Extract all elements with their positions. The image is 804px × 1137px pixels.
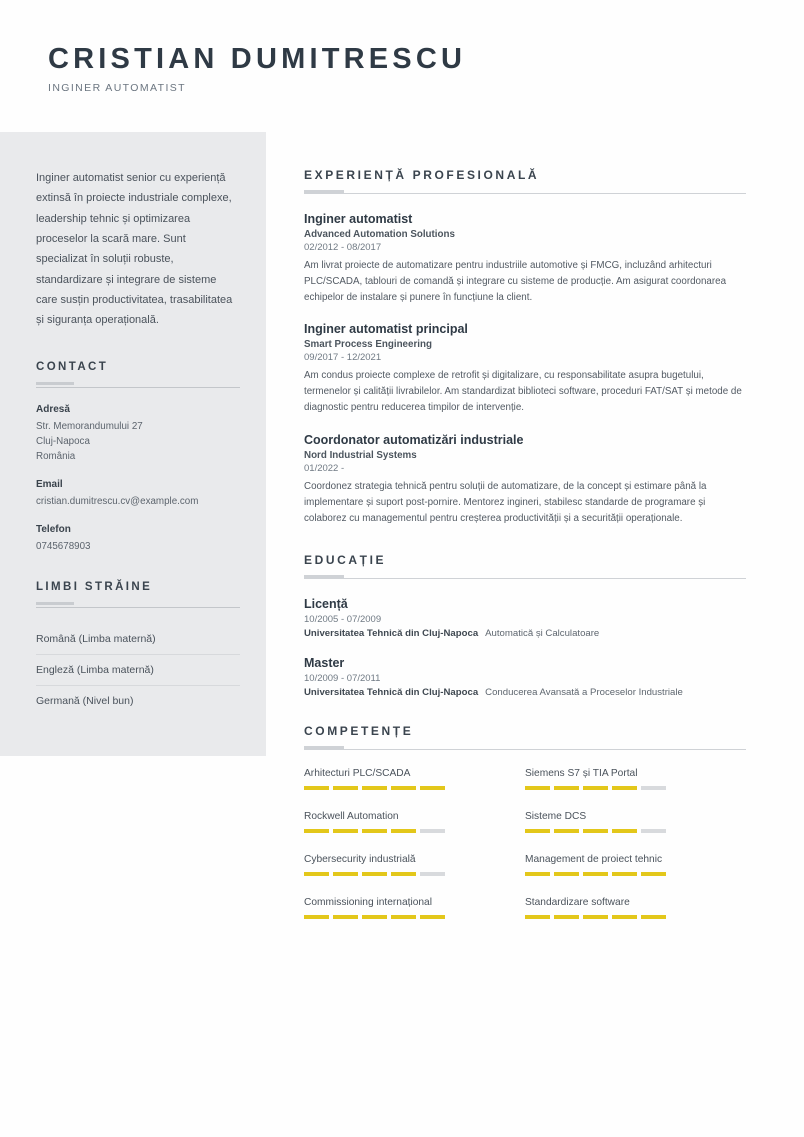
skill-level-segment	[525, 829, 550, 833]
experience-heading: EXPERIENȚĂ PROFESIONALĂ	[304, 167, 540, 182]
contact-block	[36, 404, 240, 465]
skill-level-segment	[583, 786, 608, 790]
skill-level-bar	[525, 872, 722, 876]
skill-level-segment	[420, 872, 445, 876]
skill-level-segment	[333, 829, 358, 833]
contact-value: Str. Memorandumului 27 Cluj-Napoca România	[36, 420, 143, 462]
skill-level-segment	[554, 829, 579, 833]
experience-employer: Smart Process Engineering	[304, 339, 432, 351]
contact-block	[36, 479, 240, 509]
skill-level-segment	[391, 786, 416, 790]
skill-item	[304, 854, 525, 876]
skills-grid	[304, 768, 746, 940]
education-institution-line	[304, 628, 746, 639]
education-entry	[304, 656, 746, 698]
skill-level-segment	[420, 915, 445, 919]
education-entry	[304, 597, 746, 639]
skill-level-bar	[304, 786, 501, 790]
skill-item	[304, 897, 525, 919]
skill-level-segment	[554, 915, 579, 919]
skill-level-segment	[525, 872, 550, 876]
experience-dates: 09/2017 - 12/2021	[304, 352, 382, 364]
education-section	[304, 553, 746, 698]
skill-level-segment	[362, 829, 387, 833]
skill-level-bar	[525, 915, 722, 919]
education-heading: EDUCAȚIE	[304, 552, 387, 567]
education-university: Universitatea Tehnică din Cluj-Napoca	[304, 627, 479, 639]
skill-level-segment	[641, 829, 666, 833]
skill-level-segment	[333, 872, 358, 876]
skill-level-segment	[641, 786, 666, 790]
experience-entry	[304, 212, 746, 306]
experience-dates: 01/2022 -	[304, 463, 345, 475]
education-degree: Licență	[304, 596, 348, 611]
skill-level-segment	[583, 872, 608, 876]
skill-level-segment	[612, 915, 637, 919]
skills-section	[304, 724, 746, 940]
experience-description: Am condus proiecte complexe de retrofit și digitalizare, cu responsabilitate asupra bugetului, termenelor și calității livrabilelor. Am standardizat biblioteci software, proceduri FAT/SAT și metode de diagnostic pentru reducerea timpilor de intervenție.	[304, 370, 742, 414]
skill-name: Commissioning internațional	[304, 896, 432, 908]
skill-name: Sisteme DCS	[525, 810, 587, 822]
skill-level-bar	[525, 829, 722, 833]
skill-name: Standardizare software	[525, 896, 630, 908]
candidate-job-title: INGINER AUTOMATIST	[48, 81, 186, 94]
skills-divider	[304, 746, 746, 750]
contact-label: Adresă	[36, 403, 70, 415]
education-dates: 10/2005 - 07/2009	[304, 613, 382, 625]
experience-title: Coordonator automatizări industriale	[304, 433, 524, 448]
candidate-name: CRISTIAN DUMITRESCU	[48, 43, 467, 75]
skill-level-segment	[612, 829, 637, 833]
skill-level-segment	[304, 786, 329, 790]
language-item: Germană (Nivel bun)	[36, 694, 134, 707]
skill-level-segment	[333, 915, 358, 919]
languages-divider	[36, 602, 240, 608]
skill-level-bar	[304, 829, 501, 833]
experience-employer: Advanced Automation Solutions	[304, 228, 455, 240]
skill-level-segment	[362, 786, 387, 790]
skill-level-segment	[391, 829, 416, 833]
education-university: Universitatea Tehnică din Cluj-Napoca	[304, 686, 479, 698]
education-institution-line	[304, 687, 746, 698]
language-item: Engleză (Limba maternă)	[36, 655, 240, 686]
skill-name: Arhitecturi PLC/SCADA	[304, 767, 411, 779]
contact-value: 0745678903	[36, 541, 91, 553]
language-list	[36, 624, 240, 716]
skill-level-segment	[612, 786, 637, 790]
profile-summary: Inginer automatist senior cu experiență extinsă în proiecte industriale complexe, leadership tehnic și optimizarea proceselor la scară mare. Sunt specializat în soluții robuste, standardizare și integrare de sisteme care susțin productivitatea, trasabilitatea și siguranța operațională.	[36, 171, 233, 327]
experience-description: Coordonez strategia tehnică pentru soluții de automatizare, de la concept și estimare până la implementare și suport post-pornire. Mentorez ingineri, stabilesc standarde de programare și colaborez cu managementul pentru creșterea productivității și a securității operaționale.	[304, 481, 707, 524]
skill-name: Rockwell Automation	[304, 810, 399, 822]
contact-heading: CONTACT	[36, 360, 109, 373]
skill-item	[525, 811, 746, 833]
experience-description: Am livrat proiecte de automatizare pentru industriile automotive și FMCG, incluzând arhitecturi PLC/SCADA, tablouri de comandă și integrare cu sisteme de producție. Am asigurat coordonarea echipelor de instalare și punere în funcțiune la client.	[304, 259, 727, 303]
skill-level-segment	[391, 872, 416, 876]
education-field: Automatică și Calculatoare	[485, 627, 600, 639]
experience-dates: 02/2012 - 08/2017	[304, 241, 382, 253]
education-field: Conducerea Avansată a Proceselor Industriale	[485, 686, 683, 698]
experience-entry	[304, 433, 746, 527]
skill-name: Siemens S7 și TIA Portal	[525, 767, 638, 779]
skill-level-segment	[641, 872, 666, 876]
skill-level-segment	[391, 915, 416, 919]
skill-item	[525, 768, 746, 790]
experience-section	[304, 168, 746, 527]
skills-heading: COMPETENȚE	[304, 723, 414, 738]
contact-label: Email	[36, 479, 63, 491]
skill-item	[304, 811, 525, 833]
skill-level-segment	[612, 872, 637, 876]
contact-block	[36, 524, 240, 554]
contact-list	[36, 404, 240, 555]
skill-level-segment	[554, 872, 579, 876]
skill-item	[304, 768, 525, 790]
skill-level-segment	[333, 786, 358, 790]
experience-divider	[304, 190, 746, 194]
skill-level-segment	[583, 915, 608, 919]
skill-level-segment	[362, 915, 387, 919]
education-list	[304, 597, 746, 698]
contact-label: Telefon	[36, 524, 71, 536]
experience-title: Inginer automatist principal	[304, 322, 468, 337]
skill-name: Cybersecurity industrială	[304, 853, 416, 865]
language-item: Română (Limba maternă)	[36, 624, 240, 655]
contact-value: cristian.dumitrescu.cv@example.com	[36, 496, 199, 508]
languages-heading: LIMBI STRĂINE	[36, 580, 153, 593]
experience-title: Inginer automatist	[304, 211, 413, 226]
experience-employer: Nord Industrial Systems	[304, 450, 417, 462]
education-degree: Master	[304, 655, 345, 670]
experience-entry	[304, 322, 746, 416]
skill-level-segment	[420, 786, 445, 790]
resume-header	[0, 0, 804, 94]
skill-level-segment	[583, 829, 608, 833]
skill-level-segment	[362, 872, 387, 876]
skill-item	[525, 897, 746, 919]
main-column	[266, 132, 804, 966]
education-divider	[304, 575, 746, 579]
skill-level-segment	[420, 829, 445, 833]
skill-item	[525, 854, 746, 876]
sidebar	[0, 132, 266, 756]
skill-name: Management de proiect tehnic	[525, 853, 663, 865]
skill-level-segment	[525, 915, 550, 919]
skill-level-bar	[304, 872, 501, 876]
skill-level-bar	[304, 915, 501, 919]
skill-level-segment	[525, 786, 550, 790]
skill-level-segment	[304, 915, 329, 919]
skill-level-segment	[304, 829, 329, 833]
skill-level-bar	[525, 786, 722, 790]
resume-body	[0, 132, 804, 966]
education-dates: 10/2009 - 07/2011	[304, 672, 381, 684]
skill-level-segment	[554, 786, 579, 790]
contact-divider	[36, 382, 240, 388]
skill-level-segment	[304, 872, 329, 876]
skill-level-segment	[641, 915, 666, 919]
experience-list	[304, 212, 746, 527]
